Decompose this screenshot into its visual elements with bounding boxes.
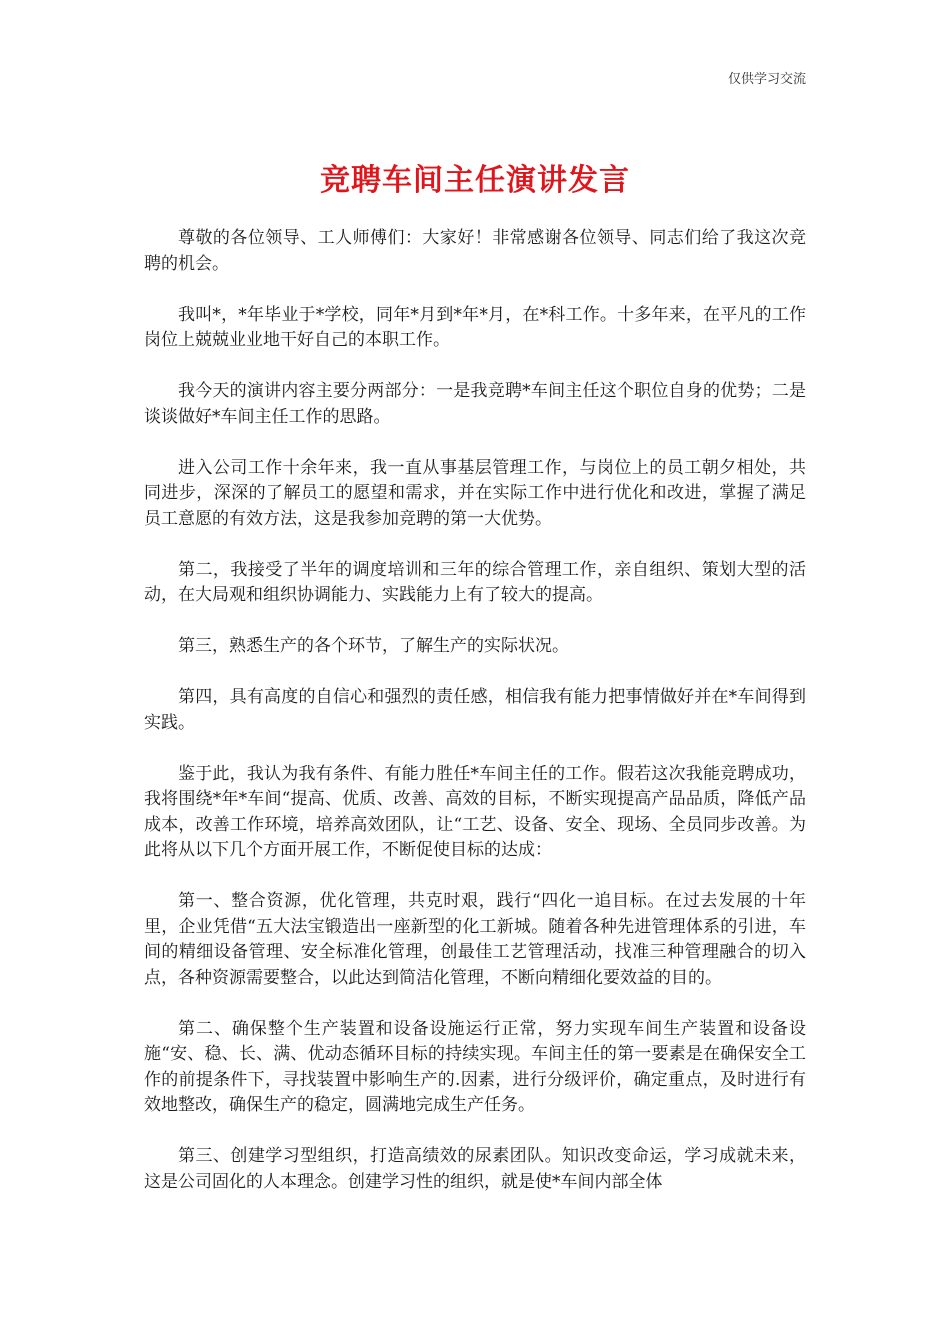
paragraph-9: 第一、整合资源，优化管理，共克时艰，践行“四化一追目标。在过去发展的十年里，企业凭借“五大法宝锻造出一座新型的化工新城。随着各种先进管理体系的引进，车间的精细设备管理、安全标准化管理，创最佳工艺管理活动，找准三种管理融合的切入点，各种资源需要整合，以此达到简洁化管理，不断向精细化要效益的目的。	[144, 891, 806, 988]
document-body	[144, 226, 806, 1221]
paragraph-5: 第二，我接受了半年的调度培训和三年的综合管理工作，亲自组织、策划大型的活动，在大局观和组织协调能力、实践能力上有了较大的提高。	[144, 559, 806, 605]
paragraph-4: 进入公司工作十余年来，我一直从事基层管理工作，与岗位上的员工朝夕相处，共同进步，深深的了解员工的愿望和需求，并在实际工作中进行优化和改进，掌握了满足员工意愿的有效方法，这是我参加竞聘的第一大优势。	[144, 457, 806, 529]
paragraph-7: 第四，具有高度的自信心和强烈的责任感，相信我有能力把事情做好并在*车间得到实践。	[144, 687, 806, 733]
paragraph-10: 第二、确保整个生产装置和设备设施运行正常，努力实现车间生产装置和设备设施“安、稳、长、满、优动态循环目标的持续实现。车间主任的第一要素是在确保安全工作的前提条件下，寻找装置中影响生产的.因素，进行分级评价，确定重点，及时进行有效地整改，确保生产的稳定，圆满地完成生产任务。	[144, 1018, 806, 1115]
paragraph-11: 第三、创建学习型组织，打造高绩效的尿素团队。知识改变命运，学习成就未来，这是公司固化的人本理念。创建学习性的组织，就是使*车间内部全体	[144, 1146, 806, 1192]
document-title: 竞聘车间主任演讲发言	[320, 163, 630, 198]
paragraph-3: 我今天的演讲内容主要分两部分：一是我竞聘*车间主任这个职位自身的优势；二是谈谈做好*车间主任工作的思路。	[144, 381, 806, 427]
header-note: 仅供学习交流	[727, 72, 806, 87]
paragraph-1: 尊敬的各位领导、工人师傅们：大家好！非常感谢各位领导、同志们给了我这次竞聘的机会。	[144, 228, 806, 274]
paragraph-2: 我叫*，*年毕业于*学校，同年*月到*年*月，在*科工作。十多年来，在平凡的工作岗位上兢兢业业地干好自己的本职工作。	[144, 304, 806, 350]
paragraph-8: 鉴于此，我认为我有条件、有能力胜任*车间主任的工作。假若这次我能竞聘成功，我将围绕*年*车间“提高、优质、改善、高效的目标，不断实现提高产品品质，降低产品成本，改善工作环境，培养高效团队，让“工艺、设备、安全、现场、全员同步改善。为此将从以下几个方面开展工作，不断促使目标的达成：	[144, 763, 806, 860]
paragraph-6: 第三，熟悉生产的各个环节，了解生产的实际状况。	[178, 636, 569, 656]
